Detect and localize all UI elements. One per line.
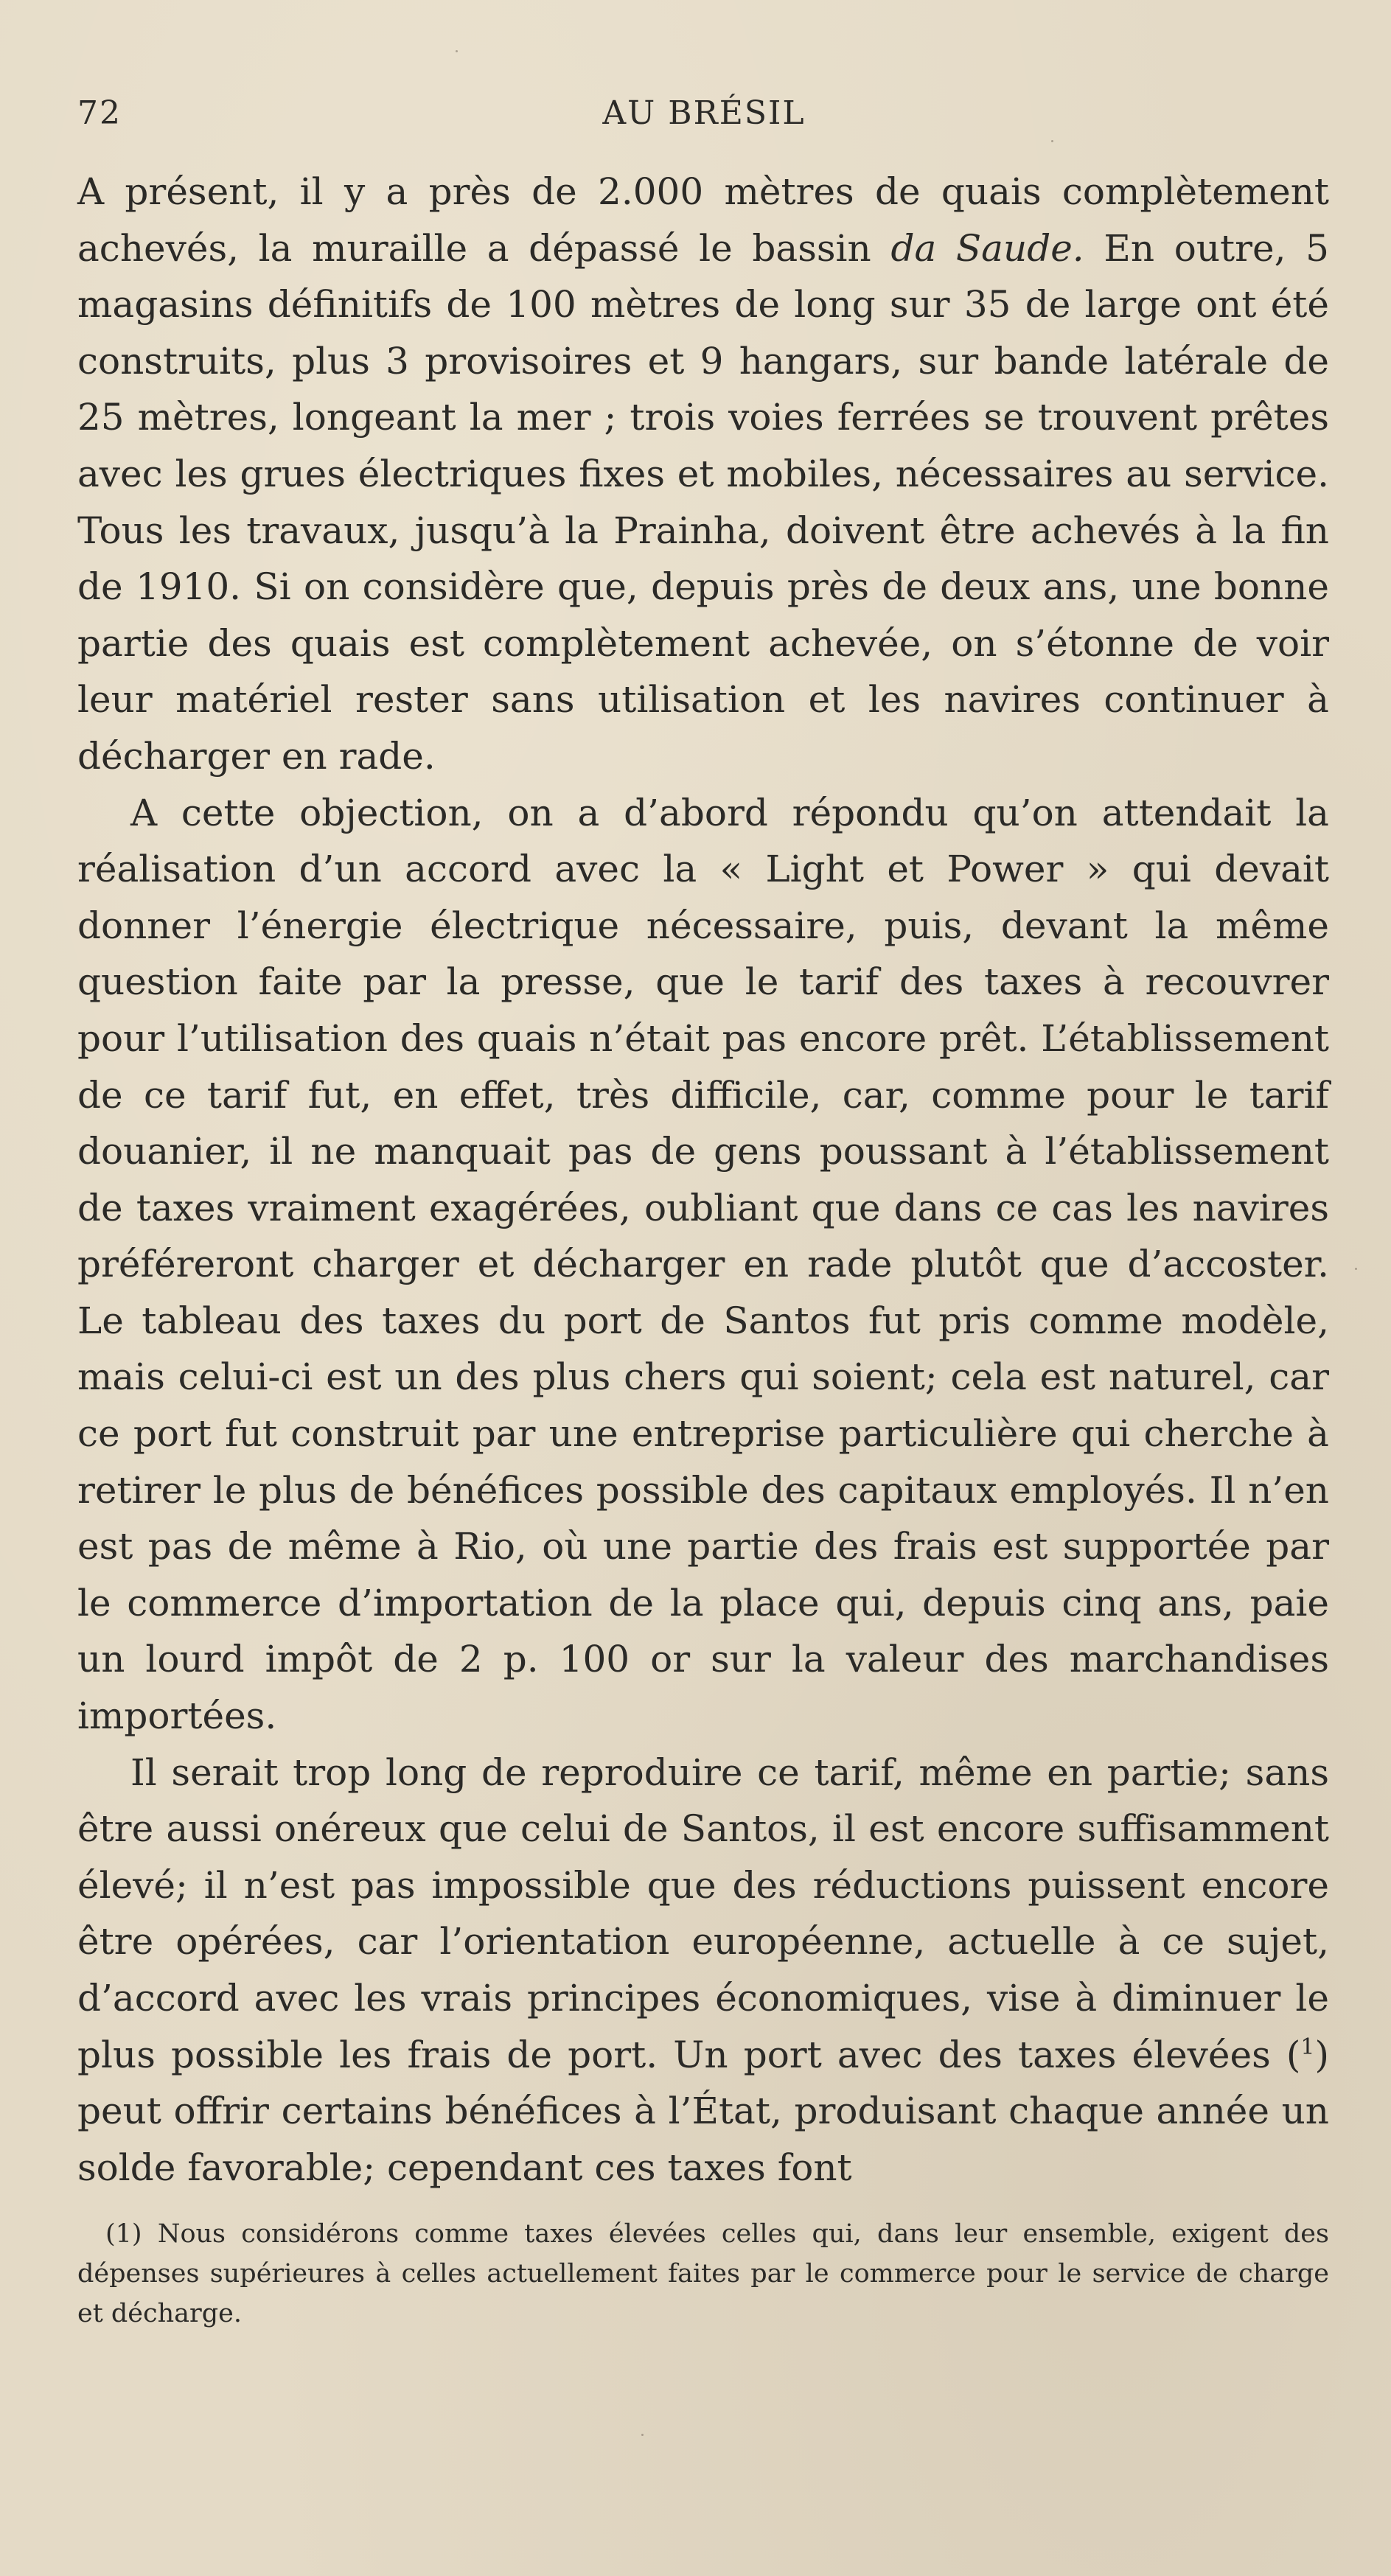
footnotes <box>77 2214 1329 2334</box>
paragraph <box>77 164 1329 785</box>
paragraph: A cette objection, on a d’abord répondu qu’on attendait la réalisation d’un accord avec la « Light et Power » qui devait donner l’énergie électrique nécessaire, puis, devant la même question faite par la presse, que le tarif des taxes à recouvrer pour l’utilisation des quais n’était pas encore prêt. L’établissement de ce tarif fut, en effet, très difficile, car, comme pour le tarif douanier, il ne manquait pas de gens poussant à l’établissement de taxes vraiment exagérées, oubliant que dans ce cas les navires préféreront charger et décharger en rade plutôt que d’accoster. Le tableau des taxes du port de Santos fut pris comme modèle, mais celui-ci est un des plus chers qui soient; cela est naturel, car ce port fut construit par une entreprise particulière qui cherche à retirer le plus de bénéfices possible des capitaux employés. Il n’en est pas de même à Rio, où une partie des frais est supportée par le commerce d’importation de la place qui, depuis cinq ans, paie un lourd impôt de 2 p. 100 or sur la valeur des marchandises importées. <box>77 791 1329 1738</box>
paragraph-text: A présent, il y a près de 2.000 mètres de quais complètement achevés, la muraille a dépassé le bassin <box>77 170 1329 270</box>
paper-speck <box>1051 140 1053 142</box>
page-header <box>77 94 1331 139</box>
paragraph <box>77 1745 1329 2196</box>
running-title: AU BRÉSIL <box>602 94 806 132</box>
paper-speck <box>641 2434 644 2436</box>
paragraph-text: Il serait trop long de reproduire ce tarif, même en partie; sans être aussi onéreux que celui de Santos, il est encore suffisamment élevé; il n’est pas impossible que des réductions puissent encore être opérées, car l’orientation européenne, actuelle à ce sujet, d’accord avec les vrais principes économiques, vise à diminuer le plus possible les frais de port. Un port avec des taxes élevées ( <box>77 1751 1329 2076</box>
paper-speck <box>456 50 458 52</box>
footnote-marker: 1 <box>1300 2034 1315 2060</box>
footnote: (1) Nous considérons comme taxes élevées celles qui, dans leur ensemble, exigent des dépenses supérieures à celles actuellement faites par le commerce pour le service de charge et décharge. <box>77 2219 1329 2328</box>
italic-place-name: da Saude. <box>890 226 1084 270</box>
page-number: 72 <box>77 94 122 132</box>
body-text <box>77 164 1329 2196</box>
paper-speck <box>1355 1268 1357 1270</box>
paragraph-text: En outre, 5 magasins définitifs de 100 mètres de long sur 35 de large ont été construits, plus 3 provisoires et 9 hangars, sur bande latérale de 25 mètres, longeant la mer ; trois voies ferrées se trouvent prêtes avec les grues électriques fixes et mobiles, nécessaires au service. Tous les travaux, jusqu’à la Prainha, doivent être achevés à la fin de 1910. Si on considère que, depuis près de deux ans, une bonne partie des quais est complètement achevée, on s’étonne de voir leur matériel rester sans utilisation et les navires continuer à décharger en rade. <box>77 226 1329 778</box>
paragraph-text: ) peut offrir certains bénéfices à l’État, produisant chaque année un solde favorable; cependant ces taxes font <box>77 2033 1329 2189</box>
